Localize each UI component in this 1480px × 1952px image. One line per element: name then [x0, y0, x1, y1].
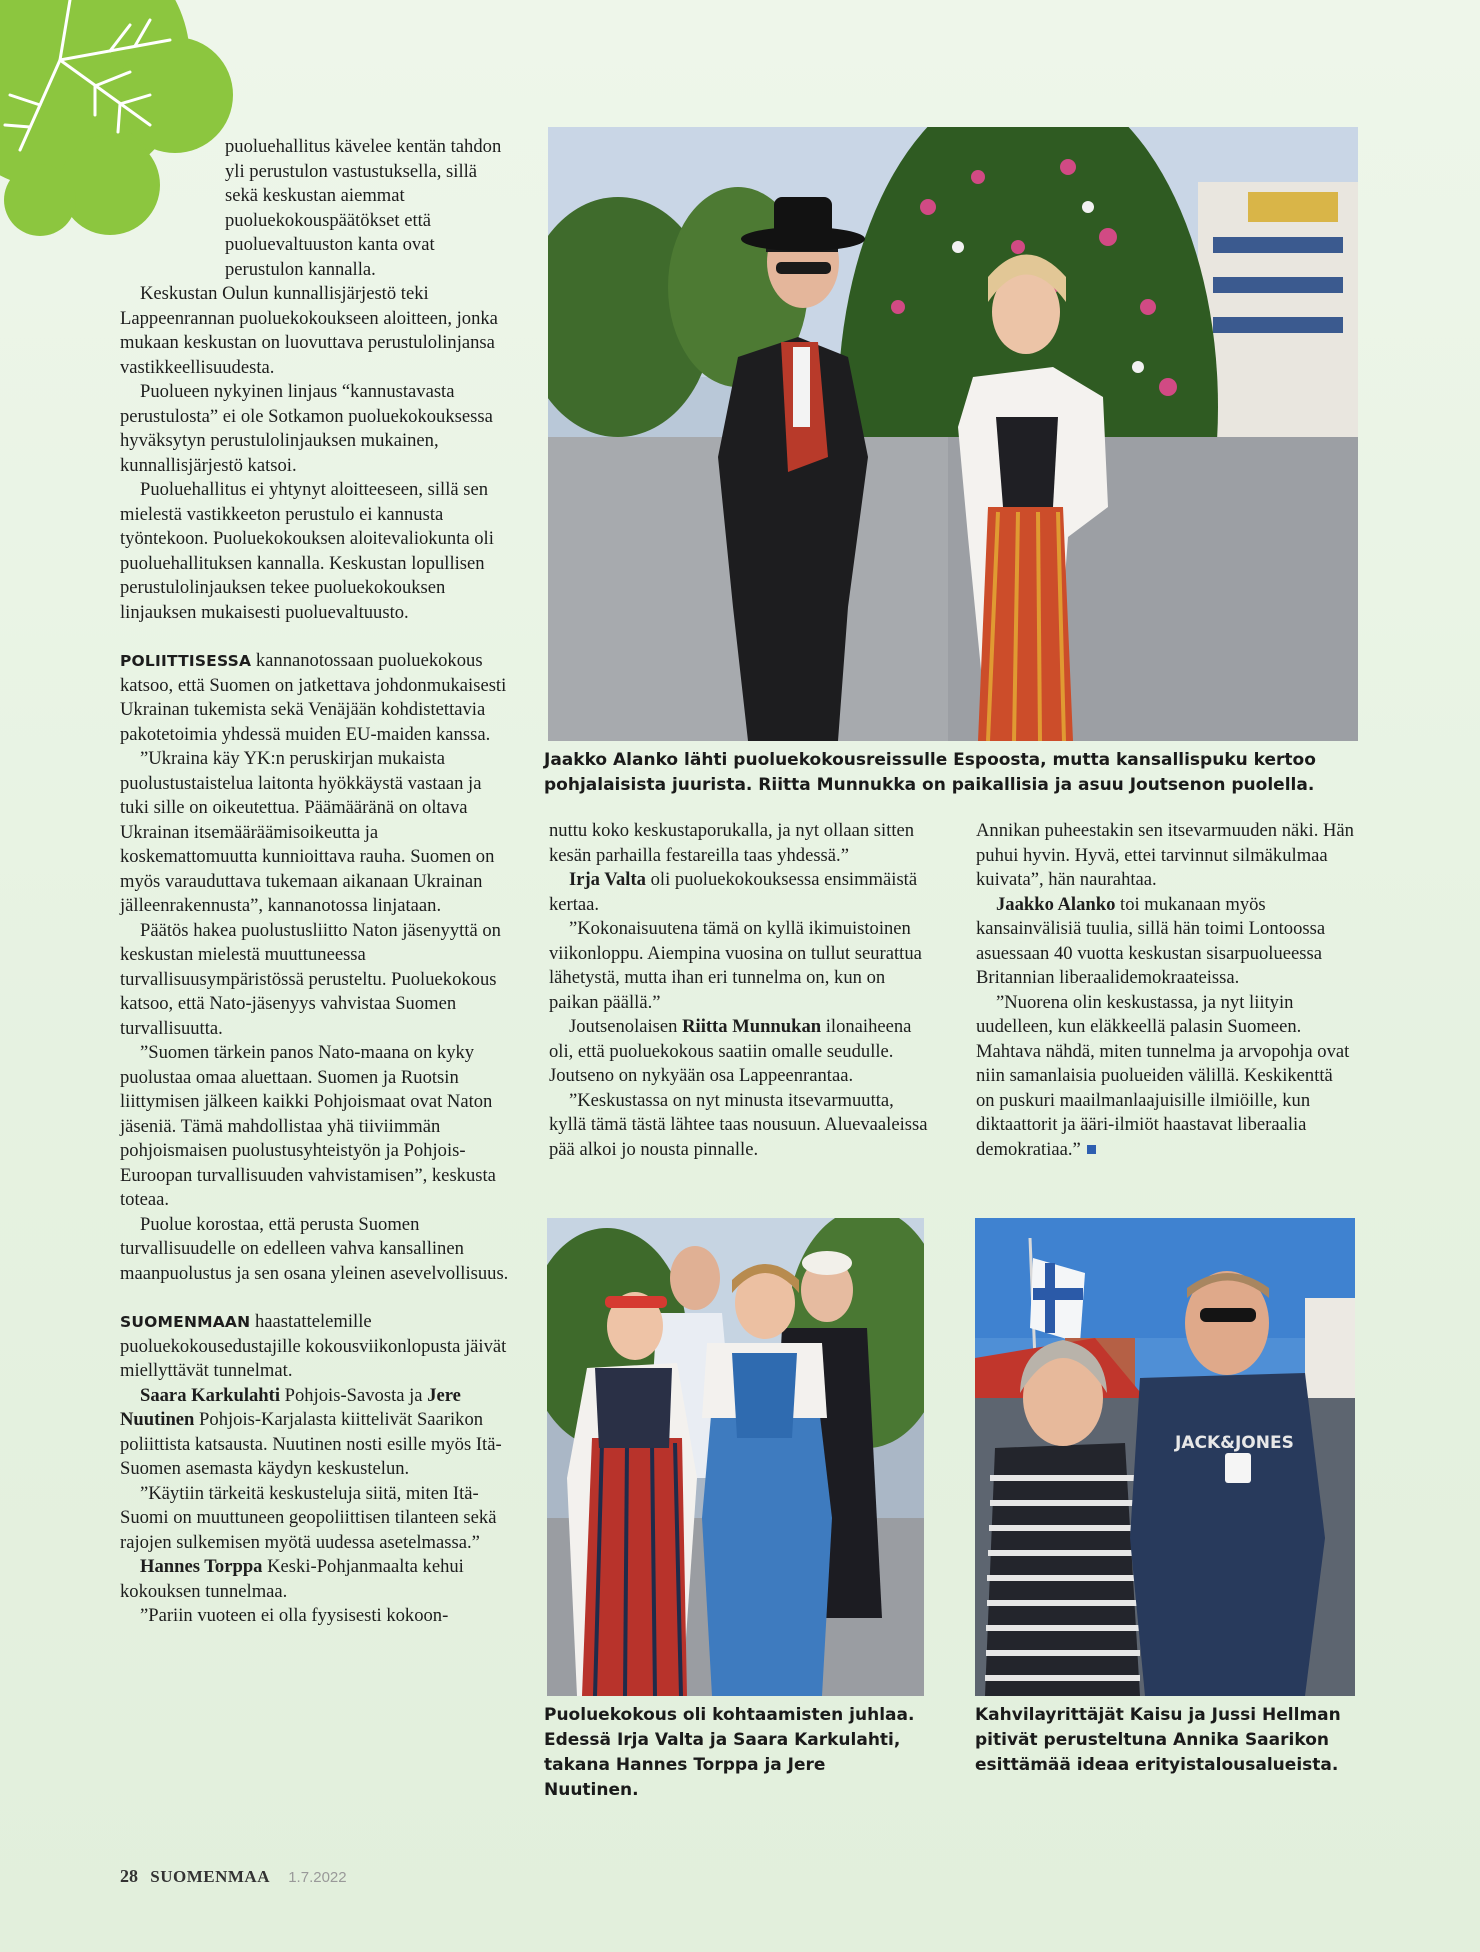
paragraph: Keskustan Oulun kunnallisjärjestö teki Lappeenrannan puoluekokoukseen aloitteen, jonka mukaan keskustan on luovuttava perustulolinjansa vastikkeellisuudesta.: [120, 283, 498, 378]
paragraph: [549, 1015, 929, 1089]
paragraph-text: puoluehallitus kävelee kentän tahdon yli perustulon vastustuksella, sillä sekä keskustan aiemmat puoluekokouspäätökset että puoluevaltuuston kanta ovat perustulon kannalla.: [225, 136, 502, 280]
paragraph-text: Joutsenolaisen: [569, 1016, 683, 1037]
paragraph: [976, 991, 1356, 1163]
tshirt-print: JACK&JONES: [1175, 1433, 1294, 1453]
paragraph-text: toi mukanaan myös kansainvälisiä tuulia, sillä hän toimi Lontoossa asuessaan 40 vuotta keskustan sisarpuolueessa Britannian liberaalidemokraateissa.: [976, 893, 1326, 988]
paragraph: Puoluehallitus ei yhtynyt aloitteeseen, sillä sen mielestä vastikkeeton perustulo ei kannusta työntekoon. Puoluekokouksen aloitevaliokunta oli puoluehallituksen kannalla. Keskustan lopullisen perustulolinjauksen tekee puoluekokouksen linjauksen mukaisesti puoluevaltuusto.: [120, 479, 494, 623]
person-name: Jere Nuutinen: [120, 1384, 461, 1430]
article-column-2: [549, 819, 929, 1162]
paragraph: ”Ukraina käy YK:n peruskirjan mukaista puolustustaistelua laitonta hyökkäystä vastaan ja tuki sille on oikeutettua. Päämääränä on oltava Ukrainan itsemääräämisoikeutta ja koskemattomuutta kunnioittava rauha. Suomen on myös varauduttava tukemaan aikanaan Ukrainan jälleenrakennusta”, kannanotossa linjataan.: [120, 748, 495, 916]
paragraph-text: oli puoluekokouksessa ensimmäistä kertaa.: [549, 869, 918, 915]
article-column-3: [976, 819, 1356, 1162]
magazine-name: SUOMENMAA: [150, 1867, 270, 1886]
page-number: 28: [120, 1866, 138, 1886]
section-lead-word: POLIITTISESSA: [120, 652, 252, 670]
person-name: Saara Karkulahti: [140, 1384, 280, 1406]
paragraph: Puolueen nykyinen linjaus “kannustavasta perustulosta” ei ole Sotkamon puoluekokouksessa hyväksytyn perustulolinjauksen mukainen, kunnallisjärjestö katsoi.: [120, 381, 493, 476]
paragraph: [549, 868, 929, 917]
paragraph-text: ”Nuorena olin keskustassa, ja nyt liityin uudelleen, kun eläkkeellä palasin Suomeen. Mahtava nähdä, miten tunnelma ja arvopohja ovat niin samanlaisia puolueiden välillä. Keskikenttä on puskuri maailmanlaajuisille ilmiöille, kun diktaattorit ja ääri-ilmiöt haastavat liberaalia demokratiaa.”: [976, 991, 1350, 1160]
paragraph: ”Käytiin tärkeitä keskusteluja siitä, miten Itä-Suomi on muuttuneen geopoliittisen tilanteen sekä rajojen sulkemisen myötä uudessa asetelmassa.”: [120, 1482, 497, 1553]
paragraph: Puolue korostaa, että perusta Suomen turvallisuudelle on edelleen vahva kansallinen maanpuolustus ja sen osana yleinen asevelvollisuus.: [120, 1213, 509, 1284]
paragraph-text: Pohjois-Karjalasta kiittelivät Saarikon poliittista katsausta. Nuutinen nosti esille myös Itä-Suomen asemasta käydyn keskustelun.: [120, 1409, 502, 1479]
section-lead-word: SUOMENMAAN: [120, 1313, 251, 1331]
photo-caption-top: Jaakko Alanko lähti puoluekokousreissulle Espoosta, mutta kansallispuku kertoo pohjalaisista juurista. Riitta Munnukka on paikallisia ja asuu Joutsenon puolella.: [544, 750, 1316, 795]
person-name: Jaakko Alanko: [996, 893, 1116, 915]
article-column-1: [120, 135, 510, 1629]
paragraph-text: ilonaiheena oli, että puoluekokous saatiin omalle seudulle. Joutseno on nykyään osa Lappeenrantaa.: [549, 1016, 912, 1086]
paragraph: [120, 1310, 510, 1384]
paragraph: Päätös hakea puolustusliitto Naton jäsenyyttä on keskustan mielestä muuttuneessa turvallisuusympäristössä perusteltu. Puoluekokous katsoo, että Nato-jäsenyys vahvistaa Suomen turvallisuutta.: [120, 919, 501, 1039]
photo-jaakko-and-riitta: [548, 127, 1358, 741]
paragraph: [976, 893, 1356, 991]
paragraph: nuttu koko keskustaporukalla, ja nyt ollaan sitten kesän parhailla festareilla taas yhdessä.”: [549, 820, 915, 866]
photo-kaisu-and-jussi: [975, 1218, 1355, 1696]
paragraph: Annikan puheestakin sen itsevarmuuden näki. Hän puhui hyvin. Hyvä, ettei tarvinnut silmäkulmaa kuivata”, hän naurahtaa.: [976, 820, 1354, 890]
paragraph: [120, 1555, 510, 1604]
paragraph: ”Keskustassa on nyt minusta itsevarmuutta, kyllä tämä tästä lähtee taas nousuun. Aluevaaleissa pää alkoi jo nousta pinnalle.: [549, 1089, 928, 1160]
end-of-article-mark: [1087, 1145, 1096, 1154]
paragraph: [120, 1384, 510, 1482]
person-name: Irja Valta: [569, 869, 646, 890]
page-footer: [120, 1866, 347, 1887]
paragraph: [120, 135, 510, 282]
person-name: Hannes Torppa: [140, 1556, 263, 1577]
paragraph: ”Kokonaisuutena tämä on kyllä ikimuistoinen viikonloppu. Aiempina vuosina on tullut seurattua lähetystä, mutta ihan eri tunnelma on, kun on paikan päällä.”: [549, 918, 922, 1013]
photo-caption-couple: Kahvilayrittäjät Kaisu ja Jussi Hellman pitivät perusteltuna Annika Saarikon esittämää ideaa erityistalousalueista.: [975, 1705, 1341, 1775]
paragraph-text: Pohjois-Savosta ja: [280, 1384, 428, 1406]
person-name: Riitta Munnukan: [682, 1016, 822, 1037]
paragraph: [120, 649, 510, 747]
paragraph: ”Suomen tärkein panos Nato-maana on kyky puolustaa omaa aluettaan. Suomen ja Ruotsin liittymisen jälkeen kaikki Pohjoismaat ovat Naton jäseniä. Tämä mahdollistaa yhä tiiviimmän pohjoismaisen puolustusyhteistyön ja Pohjois-Euroopan turvallisuuden vahvistamisen”, keskusta toteaa.: [120, 1042, 496, 1210]
photo-caption-group: Puoluekokous oli kohtaamisten juhlaa. Edessä Irja Valta ja Saara Karkulahti, takana Hannes Torppa ja Jere Nuutinen.: [544, 1705, 915, 1800]
paragraph-text: haastattelemille puoluekokousedustajille kokousviikonlopusta jäivät miellyttävät tunnelmat.: [120, 1311, 507, 1381]
photo-group: [547, 1218, 924, 1696]
paragraph-text: kannanotossaan puoluekokous katsoo, että Suomen on jatkettava johdonmukaisesti Ukrainan tukemista sekä Venäjään kohdistettavia pakotetoimia yhdessä muiden EU-maiden kanssa.: [120, 650, 507, 745]
paragraph: ”Pariin vuoteen ei olla fyysisesti kokoon-: [140, 1605, 449, 1626]
issue-date: 1.7.2022: [288, 1869, 347, 1886]
paragraph-text: Keski-Pohjanmaalta kehui kokouksen tunnelmaa.: [120, 1556, 464, 1602]
